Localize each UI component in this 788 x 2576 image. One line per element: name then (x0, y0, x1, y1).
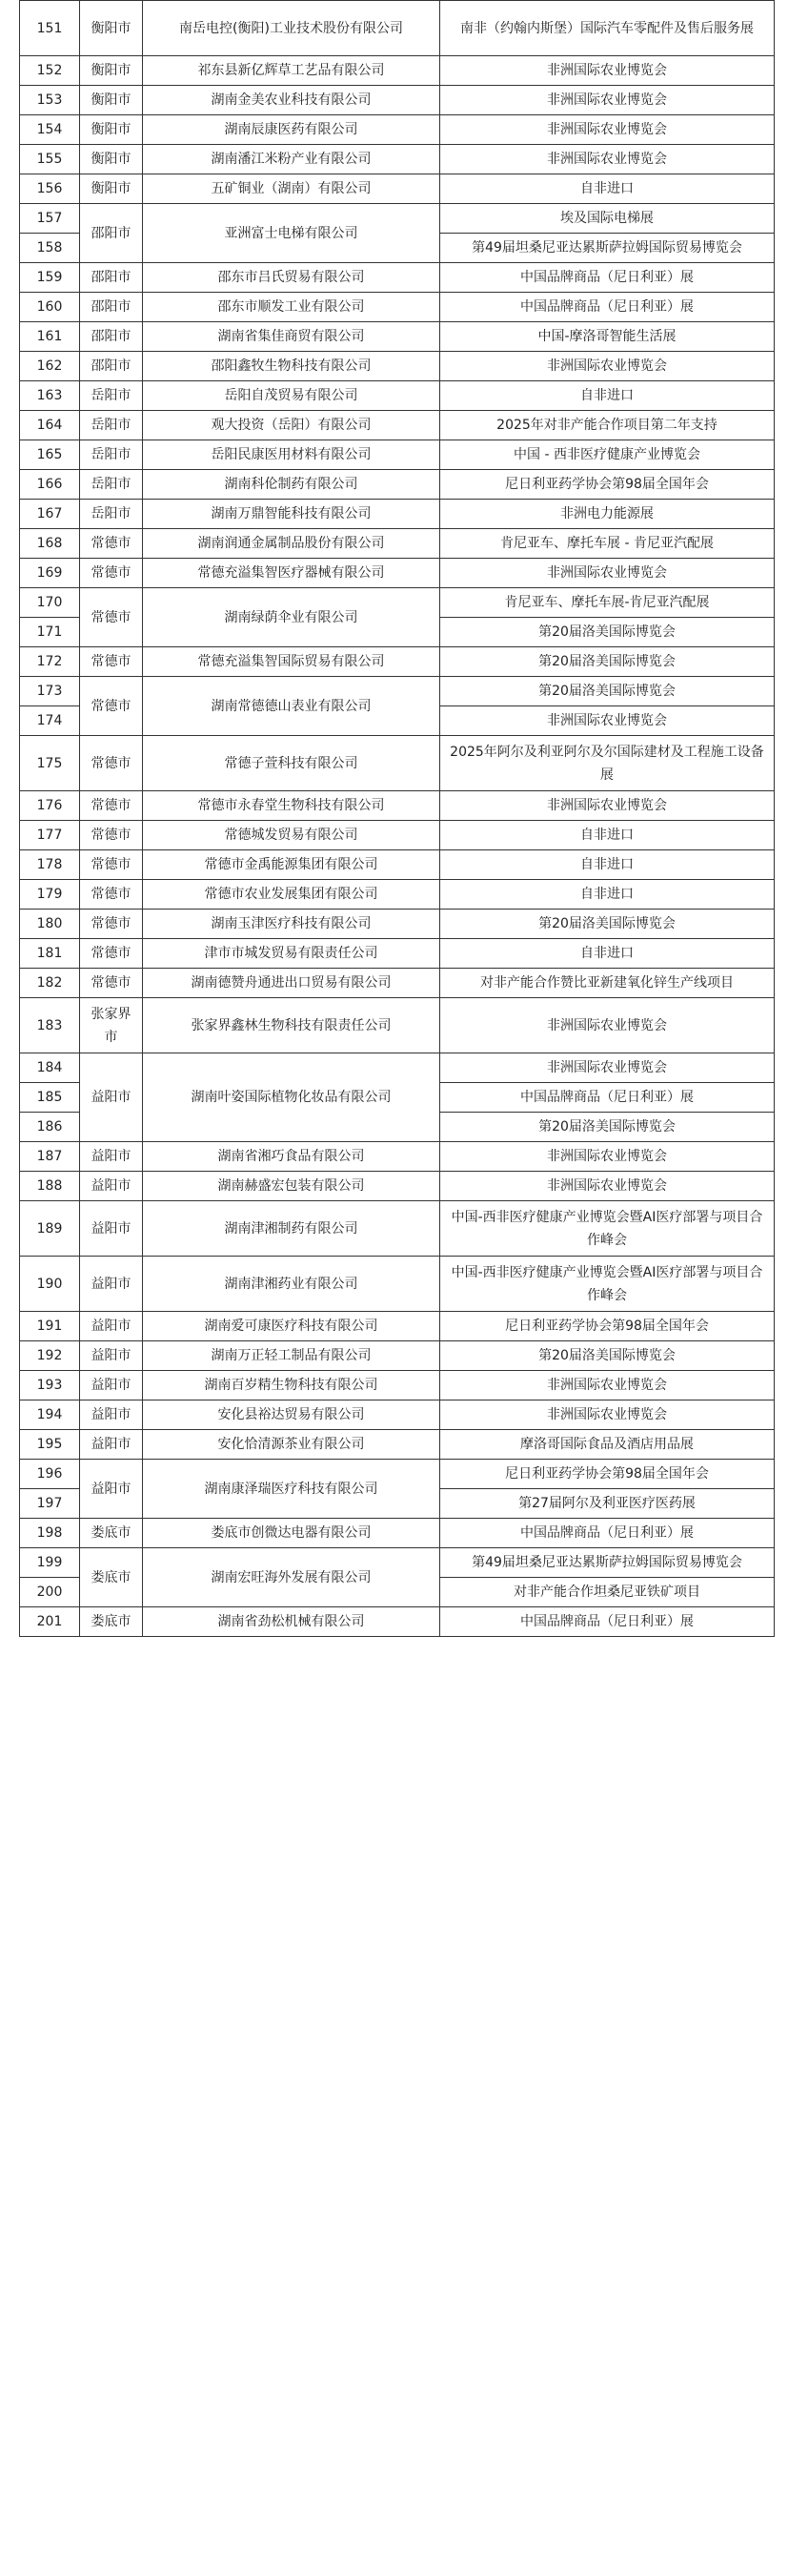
event-cell: 非洲国际农业博览会 (440, 1400, 775, 1430)
company-name-cell: 湖南赫盛宏包装有限公司 (143, 1172, 440, 1201)
city-cell: 常德市 (80, 850, 143, 880)
city-cell: 常德市 (80, 939, 143, 969)
city-cell: 益阳市 (80, 1257, 143, 1312)
row-number: 174 (20, 706, 80, 736)
city-cell: 娄底市 (80, 1607, 143, 1637)
table-row (20, 470, 775, 500)
row-number: 180 (20, 910, 80, 939)
table-row (20, 736, 775, 791)
table-row (20, 880, 775, 910)
event-cell: 自非进口 (440, 939, 775, 969)
event-cell: 自非进口 (440, 381, 775, 411)
company-name-cell: 安化恰清源茶业有限公司 (143, 1430, 440, 1460)
city-cell: 衡阳市 (80, 86, 143, 115)
table-row (20, 1172, 775, 1201)
row-number: 166 (20, 470, 80, 500)
row-number: 152 (20, 56, 80, 86)
row-number: 177 (20, 821, 80, 850)
company-name-cell: 邵阳鑫牧生物科技有限公司 (143, 352, 440, 381)
city-cell: 益阳市 (80, 1371, 143, 1400)
table-row (20, 1142, 775, 1172)
table-row (20, 647, 775, 677)
row-number: 165 (20, 440, 80, 470)
company-name-cell: 湖南润通金属制品股份有限公司 (143, 529, 440, 559)
table-row (20, 1371, 775, 1400)
event-cell: 第20届洛美国际博览会 (440, 677, 775, 706)
city-cell: 益阳市 (80, 1172, 143, 1201)
table-body (20, 1, 775, 1637)
table-row (20, 411, 775, 440)
row-number: 197 (20, 1489, 80, 1519)
event-cell: 第20届洛美国际博览会 (440, 647, 775, 677)
event-cell: 非洲国际农业博览会 (440, 352, 775, 381)
event-cell: 第20届洛美国际博览会 (440, 618, 775, 647)
company-name-cell: 南岳电控(衡阳)工业技术股份有限公司 (143, 1, 440, 56)
row-number: 155 (20, 145, 80, 174)
row-number: 160 (20, 293, 80, 322)
event-cell: 非洲国际农业博览会 (440, 1053, 775, 1083)
city-cell: 常德市 (80, 910, 143, 939)
city-cell: 衡阳市 (80, 145, 143, 174)
table-row (20, 939, 775, 969)
row-number: 162 (20, 352, 80, 381)
table-row (20, 1053, 775, 1083)
event-cell: 第49届坦桑尼亚达累斯萨拉姆国际贸易博览会 (440, 234, 775, 263)
company-name-cell: 湖南宏旺海外发展有限公司 (143, 1548, 440, 1607)
row-number: 183 (20, 998, 80, 1053)
table-row (20, 850, 775, 880)
event-cell: 中国-摩洛哥智能生活展 (440, 322, 775, 352)
row-number: 199 (20, 1548, 80, 1578)
company-name-cell: 湖南爱可康医疗科技有限公司 (143, 1312, 440, 1341)
row-number: 178 (20, 850, 80, 880)
event-cell: 尼日利亚药学协会第98届全国年会 (440, 470, 775, 500)
event-cell: 尼日利亚药学协会第98届全国年会 (440, 1312, 775, 1341)
event-cell: 2025年阿尔及利亚阿尔及尔国际建材及工程施工设备展 (440, 736, 775, 791)
company-name-cell: 常德市金禹能源集团有限公司 (143, 850, 440, 880)
event-cell: 自非进口 (440, 821, 775, 850)
event-cell: 非洲国际农业博览会 (440, 1142, 775, 1172)
table-row (20, 1519, 775, 1548)
city-cell: 衡阳市 (80, 174, 143, 204)
city-cell: 岳阳市 (80, 381, 143, 411)
event-cell: 非洲国际农业博览会 (440, 998, 775, 1053)
city-cell: 益阳市 (80, 1400, 143, 1430)
city-cell: 岳阳市 (80, 470, 143, 500)
row-number: 171 (20, 618, 80, 647)
city-cell: 益阳市 (80, 1341, 143, 1371)
company-name-cell: 岳阳民康医用材料有限公司 (143, 440, 440, 470)
company-name-cell: 湖南叶姿国际植物化妆品有限公司 (143, 1053, 440, 1142)
company-name-cell: 湖南万鼎智能科技有限公司 (143, 500, 440, 529)
event-cell: 摩洛哥国际食品及酒店用品展 (440, 1430, 775, 1460)
table-row (20, 500, 775, 529)
city-cell: 益阳市 (80, 1430, 143, 1460)
company-name-cell: 观大投资（岳阳）有限公司 (143, 411, 440, 440)
table-row (20, 1548, 775, 1578)
row-number: 185 (20, 1083, 80, 1113)
city-cell: 益阳市 (80, 1312, 143, 1341)
table-row (20, 115, 775, 145)
company-name-cell: 常德市永春堂生物科技有限公司 (143, 791, 440, 821)
event-cell: 肯尼亚车、摩托车展 - 肯尼亚汽配展 (440, 529, 775, 559)
event-cell: 中国品牌商品（尼日利亚）展 (440, 1519, 775, 1548)
city-cell: 常德市 (80, 821, 143, 850)
table-row (20, 56, 775, 86)
row-number: 198 (20, 1519, 80, 1548)
event-cell: 非洲国际农业博览会 (440, 115, 775, 145)
event-cell: 中国-西非医疗健康产业博览会暨AI医疗部署与项目合作峰会 (440, 1257, 775, 1312)
table-row (20, 588, 775, 618)
city-cell: 常德市 (80, 588, 143, 647)
row-number: 154 (20, 115, 80, 145)
company-name-cell: 湖南津湘制药有限公司 (143, 1201, 440, 1257)
event-cell: 肯尼亚车、摩托车展-肯尼亚汽配展 (440, 588, 775, 618)
event-cell: 中国品牌商品（尼日利亚）展 (440, 293, 775, 322)
city-cell: 邵阳市 (80, 204, 143, 263)
company-name-cell: 祁东县新亿辉草工艺品有限公司 (143, 56, 440, 86)
table-row (20, 145, 775, 174)
row-number: 182 (20, 969, 80, 998)
event-cell: 自非进口 (440, 850, 775, 880)
city-cell: 娄底市 (80, 1548, 143, 1607)
table-row (20, 791, 775, 821)
table-row (20, 322, 775, 352)
row-number: 157 (20, 204, 80, 234)
company-name-cell: 亚洲富士电梯有限公司 (143, 204, 440, 263)
city-cell: 衡阳市 (80, 115, 143, 145)
row-number: 163 (20, 381, 80, 411)
city-cell: 益阳市 (80, 1053, 143, 1142)
row-number: 191 (20, 1312, 80, 1341)
company-name-cell: 娄底市创微达电器有限公司 (143, 1519, 440, 1548)
table-row (20, 381, 775, 411)
event-cell: 第27届阿尔及利亚医疗医药展 (440, 1489, 775, 1519)
event-cell: 中国品牌商品（尼日利亚）展 (440, 1607, 775, 1637)
city-cell: 岳阳市 (80, 500, 143, 529)
event-cell: 埃及国际电梯展 (440, 204, 775, 234)
company-name-cell: 湖南金美农业科技有限公司 (143, 86, 440, 115)
row-number: 195 (20, 1430, 80, 1460)
table-row (20, 1430, 775, 1460)
row-number: 190 (20, 1257, 80, 1312)
table-row (20, 1257, 775, 1312)
city-cell: 岳阳市 (80, 440, 143, 470)
city-cell: 邵阳市 (80, 263, 143, 293)
row-number: 168 (20, 529, 80, 559)
table-row (20, 529, 775, 559)
row-number: 186 (20, 1113, 80, 1142)
city-cell: 常德市 (80, 969, 143, 998)
table-row (20, 293, 775, 322)
table-row (20, 969, 775, 998)
city-cell: 邵阳市 (80, 293, 143, 322)
row-number: 193 (20, 1371, 80, 1400)
city-cell: 邵阳市 (80, 352, 143, 381)
table-row (20, 263, 775, 293)
company-event-table (19, 0, 775, 1637)
city-cell: 娄底市 (80, 1519, 143, 1548)
company-name-cell: 张家界鑫林生物科技有限责任公司 (143, 998, 440, 1053)
company-name-cell: 湖南津湘药业有限公司 (143, 1257, 440, 1312)
city-cell: 益阳市 (80, 1201, 143, 1257)
table-row (20, 1, 775, 56)
table-row (20, 1460, 775, 1489)
event-cell: 第20届洛美国际博览会 (440, 1113, 775, 1142)
event-cell: 非洲国际农业博览会 (440, 791, 775, 821)
event-cell: 对非产能合作赞比亚新建氧化锌生产线项目 (440, 969, 775, 998)
table-row (20, 86, 775, 115)
company-name-cell: 湖南省湘巧食品有限公司 (143, 1142, 440, 1172)
event-cell: 中国品牌商品（尼日利亚）展 (440, 1083, 775, 1113)
company-name-cell: 安化县裕达贸易有限公司 (143, 1400, 440, 1430)
company-name-cell: 湖南百岁精生物科技有限公司 (143, 1371, 440, 1400)
event-cell: 第49届坦桑尼亚达累斯萨拉姆国际贸易博览会 (440, 1548, 775, 1578)
city-cell: 常德市 (80, 677, 143, 736)
row-number: 175 (20, 736, 80, 791)
city-cell: 常德市 (80, 880, 143, 910)
row-number: 159 (20, 263, 80, 293)
table-row (20, 204, 775, 234)
event-cell: 2025年对非产能合作项目第二年支持 (440, 411, 775, 440)
event-cell: 第20届洛美国际博览会 (440, 910, 775, 939)
table-row (20, 352, 775, 381)
row-number: 187 (20, 1142, 80, 1172)
city-cell: 常德市 (80, 529, 143, 559)
company-name-cell: 湖南潘江米粉产业有限公司 (143, 145, 440, 174)
row-number: 201 (20, 1607, 80, 1637)
row-number: 181 (20, 939, 80, 969)
event-cell: 非洲国际农业博览会 (440, 1172, 775, 1201)
company-name-cell: 邵东市吕氏贸易有限公司 (143, 263, 440, 293)
company-name-cell: 湖南德赞舟通进出口贸易有限公司 (143, 969, 440, 998)
table-row (20, 440, 775, 470)
city-cell: 岳阳市 (80, 411, 143, 440)
city-cell: 常德市 (80, 736, 143, 791)
table-row (20, 559, 775, 588)
table-row (20, 1341, 775, 1371)
event-cell: 第20届洛美国际博览会 (440, 1341, 775, 1371)
row-number: 151 (20, 1, 80, 56)
event-cell: 非洲国际农业博览会 (440, 145, 775, 174)
event-cell: 对非产能合作坦桑尼亚铁矿项目 (440, 1578, 775, 1607)
event-cell: 非洲国际农业博览会 (440, 1371, 775, 1400)
event-cell: 尼日利亚药学协会第98届全国年会 (440, 1460, 775, 1489)
event-cell: 中国 - 西非医疗健康产业博览会 (440, 440, 775, 470)
event-cell: 非洲国际农业博览会 (440, 56, 775, 86)
row-number: 173 (20, 677, 80, 706)
table-row (20, 998, 775, 1053)
company-name-cell: 岳阳自茂贸易有限公司 (143, 381, 440, 411)
company-name-cell: 常德子萱科技有限公司 (143, 736, 440, 791)
table-row (20, 174, 775, 204)
event-cell: 中国-西非医疗健康产业博览会暨AI医疗部署与项目合作峰会 (440, 1201, 775, 1257)
company-name-cell: 常德充溢集智国际贸易有限公司 (143, 647, 440, 677)
row-number: 161 (20, 322, 80, 352)
event-cell: 自非进口 (440, 174, 775, 204)
company-name-cell: 五矿铜业（湖南）有限公司 (143, 174, 440, 204)
city-cell: 常德市 (80, 791, 143, 821)
event-cell: 非洲国际农业博览会 (440, 86, 775, 115)
row-number: 156 (20, 174, 80, 204)
row-number: 196 (20, 1460, 80, 1489)
city-cell: 常德市 (80, 559, 143, 588)
row-number: 153 (20, 86, 80, 115)
row-number: 192 (20, 1341, 80, 1371)
city-cell: 张家界市 (80, 998, 143, 1053)
row-number: 169 (20, 559, 80, 588)
city-cell: 衡阳市 (80, 56, 143, 86)
city-cell: 益阳市 (80, 1142, 143, 1172)
company-name-cell: 湖南省集佳商贸有限公司 (143, 322, 440, 352)
company-name-cell: 湖南常德德山表业有限公司 (143, 677, 440, 736)
city-cell: 益阳市 (80, 1460, 143, 1519)
row-number: 176 (20, 791, 80, 821)
table-row (20, 821, 775, 850)
company-name-cell: 湖南科伦制药有限公司 (143, 470, 440, 500)
event-cell: 南非（约翰内斯堡）国际汽车零配件及售后服务展 (440, 1, 775, 56)
table-row (20, 1201, 775, 1257)
table-row (20, 677, 775, 706)
company-name-cell: 湖南玉津医疗科技有限公司 (143, 910, 440, 939)
table-row (20, 1607, 775, 1637)
event-cell: 自非进口 (440, 880, 775, 910)
row-number: 200 (20, 1578, 80, 1607)
company-name-cell: 常德城发贸易有限公司 (143, 821, 440, 850)
row-number: 164 (20, 411, 80, 440)
company-name-cell: 湖南省劲松机械有限公司 (143, 1607, 440, 1637)
event-cell: 非洲国际农业博览会 (440, 559, 775, 588)
row-number: 179 (20, 880, 80, 910)
row-number: 167 (20, 500, 80, 529)
event-cell: 非洲国际农业博览会 (440, 706, 775, 736)
row-number: 194 (20, 1400, 80, 1430)
event-cell: 非洲电力能源展 (440, 500, 775, 529)
company-name-cell: 常德市农业发展集团有限公司 (143, 880, 440, 910)
table-row (20, 1312, 775, 1341)
city-cell: 衡阳市 (80, 1, 143, 56)
row-number: 184 (20, 1053, 80, 1083)
row-number: 158 (20, 234, 80, 263)
row-number: 172 (20, 647, 80, 677)
company-name-cell: 湖南康泽瑞医疗科技有限公司 (143, 1460, 440, 1519)
company-name-cell: 湖南辰康医药有限公司 (143, 115, 440, 145)
row-number: 188 (20, 1172, 80, 1201)
city-cell: 邵阳市 (80, 322, 143, 352)
table-row (20, 1400, 775, 1430)
city-cell: 常德市 (80, 647, 143, 677)
company-name-cell: 湖南万正轻工制品有限公司 (143, 1341, 440, 1371)
company-name-cell: 津市市城发贸易有限责任公司 (143, 939, 440, 969)
company-name-cell: 邵东市顺发工业有限公司 (143, 293, 440, 322)
row-number: 170 (20, 588, 80, 618)
event-cell: 中国品牌商品（尼日利亚）展 (440, 263, 775, 293)
company-name-cell: 湖南绿荫伞业有限公司 (143, 588, 440, 647)
row-number: 189 (20, 1201, 80, 1257)
table-row (20, 910, 775, 939)
company-name-cell: 常德充溢集智医疗器械有限公司 (143, 559, 440, 588)
